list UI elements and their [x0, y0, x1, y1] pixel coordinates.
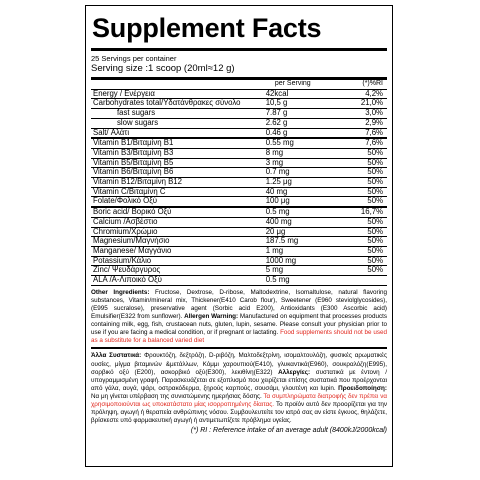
supplement-facts-panel [85, 5, 393, 467]
nutrient-ri: 50% [328, 256, 387, 266]
nutrient-name: Carbohydrates total/Υδατάνθρακες σύνολο [91, 99, 260, 109]
header-name-cell [91, 80, 260, 89]
nutrient-name: Manganese/ Μαγγάνιο [91, 246, 260, 256]
nutrient-value: 3 mg [260, 158, 328, 168]
table-row [91, 207, 387, 217]
nutrient-name: Vitamin B12/Βιταμίνη B12 [91, 178, 260, 188]
greek-ingredients-text: Φρουκτόζη, δεξτρόζη, D-ριβόζη, Μαλτοδεξτρίνη, ισομαλτουλόζη, φυσικές αρωματικές ουσίες, μίγμα βιταμινών &μετάλλων, Κόμμι χαρουπιού(E410), γλυκαντικά(E960), σουκραλόζη(E995), σορβικό οξύ (E200), ασκορβικό οξύ(E300), λεκιθίνη(E322) [91, 352, 387, 376]
nutrient-ri: 50% [328, 217, 387, 227]
table-row [91, 217, 387, 227]
nutrient-name: Calcium /Ασβέστιο [91, 217, 260, 227]
greek-diet-warning-text: Τα συμπληρώματα διατροφής δεν πρέπει να χρησιμοποιούνται ως υποκατάστατο μίας ισορροπημένης δίαιτας. [91, 392, 388, 408]
nutrient-ri: 16,7% [328, 207, 387, 217]
table-row [91, 237, 387, 247]
greek-caution-text: Να μη γίνεται υπέρβαση της συνιστώμενης ημερήσιας δόσης. [91, 392, 264, 400]
greek-ingredients-label: Άλλα Συστατικά: [91, 352, 142, 360]
greek-allergen-label: Αλλεργίες: [278, 368, 311, 376]
nutrient-ri: 50% [328, 266, 387, 276]
other-ingredients-text: Fructose, Dextrose, D-ribose, Maltodextrine, Isomaltulose, natural flavoring substances, Vitamin/mineral mix, Thickener(E410 Carob flour), Sweetener (E960 steviolglycosides), (E995 sucralose), preservative agent (Sorbic acid E200), Antioxidants (E300 Ascorbic acid) Emulsifier(E322 from sunflower). [91, 288, 387, 321]
greek-allergen-text: συστατικά με έντονη / υπογραμμισμένη γραφή. Παρασκευάζεται σε εξοπλισμό που χειρίζεται επίσης συστατικά που προέρχονται από γάλα, αυγά, ψάρι, οστρακόδερμα, ξηρούς καρπούς, σουσάμι, γλουτένη και lupin. [91, 368, 388, 392]
nutrient-name: Vitamin B5/Βιταμίνη B5 [91, 158, 260, 168]
nutrient-ri: 50% [328, 246, 387, 256]
other-ingredients-label: Other Ingredients: [91, 288, 150, 296]
nutrient-value: 20 μg [260, 227, 328, 237]
nutrient-value: 0.5 mg [260, 276, 328, 286]
nutrient-name: Folate/Φολικό Οξύ [91, 197, 260, 207]
diet-warning-text: Food supplements should not be used as a substitute for a balanced varied diet [91, 329, 387, 345]
nutrient-value: 0.7 mg [260, 168, 328, 178]
nutrient-name: Boric acid/ Βορικό Οξύ [91, 207, 260, 217]
nutrient-name: ALA /Α-Λιποικό Οξύ [91, 276, 260, 286]
nutrient-name: slow sugars [91, 118, 260, 128]
nutrient-ri: 7,6% [328, 128, 387, 138]
nutrient-value: 7.87 g [260, 109, 328, 119]
nutrient-value: 0.46 g [260, 128, 328, 138]
nutrient-name: Vitamin C/Βιταμίνη C [91, 187, 260, 197]
nutrient-value: 1 mg [260, 246, 328, 256]
ri-footnote: (*) RI : Reference intake of an average adult (8400kJ/2000kcal) [190, 427, 387, 435]
nutrient-ri: 7,6% [328, 138, 387, 148]
table-row [91, 246, 387, 256]
nutrient-value: 10,5 g [260, 99, 328, 109]
title-divider [91, 48, 387, 51]
nutrient-name: Energy / Ενέργεια [91, 89, 260, 99]
nutrient-ri: 4,2% [328, 89, 387, 99]
nutrient-ri: 50% [328, 197, 387, 207]
nutrient-ri: 50% [328, 237, 387, 247]
nutrient-name: Vitamin B1/Βιταμίνη B1 [91, 138, 260, 148]
table-row [91, 138, 387, 148]
nutrient-value: 2.62 g [260, 118, 328, 128]
greek-caution-label: Προειδοποίηση: [338, 384, 387, 392]
nutrient-value: 8 mg [260, 148, 328, 158]
table-row [91, 148, 387, 158]
nutrient-name: Zinc/ Ψευδάργυρος [91, 266, 260, 276]
nutrient-ri: 50% [328, 158, 387, 168]
nutrient-name: Chromium/Χρώμιο [91, 227, 260, 237]
nutrient-ri: 50% [328, 187, 387, 197]
nutrient-name: Magnesium/Μαγνήσιο [91, 237, 260, 247]
language-divider [91, 347, 387, 349]
panel-title: Supplement Facts [92, 13, 322, 43]
nutrient-ri: 50% [328, 168, 387, 178]
nutrient-name: Vitamin B6/Βιταμίνη B6 [91, 168, 260, 178]
header-per-serving: per Serving [260, 80, 328, 89]
nutrient-ri: 2,9% [328, 118, 387, 128]
nutrient-value: 187.5 mg [260, 237, 328, 247]
table-row [91, 178, 387, 188]
nutrient-value: 1000 mg [260, 256, 328, 266]
nutrient-name: fast sugars [91, 109, 260, 119]
nutrient-name: Salt/ Αλάτι [91, 128, 260, 138]
nutrient-ri [328, 276, 387, 286]
nutrient-name: Potassium/Κάλιο [91, 256, 260, 266]
table-row [91, 118, 387, 128]
table-row [91, 109, 387, 119]
greek-tail-text: Το προϊόν αυτό δεν προορίζεται για την πρόληψη, αγωγή ή θεραπεία ανθρώπινης νόσου. Συμβουλευτείτε τον ιατρό σας αν είστε έγκυος, θηλάζετε, βρίσκεστε υπό φαρμακευτική αγωγή ή αντιμετωπίζετε πρόβλημα υγείας. [91, 400, 388, 425]
table-row [91, 128, 387, 138]
nutrient-value: 400 mg [260, 217, 328, 227]
nutrient-value: 5 mg [260, 266, 328, 276]
nutrient-value: 1.25 μg [260, 178, 328, 188]
nutrient-value: 100 μg [260, 197, 328, 207]
ingredients-greek [91, 352, 387, 425]
allergen-warning-label: Allergen Warning: [184, 313, 239, 321]
serving-size: Serving size :1 scoop (20ml≈12 g) [91, 63, 235, 74]
nutrient-value: 40 mg [260, 187, 328, 197]
nutrient-ri: 3,0% [328, 109, 387, 119]
servings-per-container: 25 Servings per container [91, 54, 177, 63]
nutrient-ri: 50% [328, 227, 387, 237]
header-ri: (*)%RI [328, 80, 387, 89]
table-header-row [91, 80, 387, 89]
nutrient-value: 42kcal [260, 89, 328, 99]
nutrient-ri: 21,0% [328, 99, 387, 109]
nutrient-value: 0.5 mg [260, 207, 328, 217]
nutrient-value: 0.55 mg [260, 138, 328, 148]
nutrient-name: Vitamin B3/Βιταμίνη B3 [91, 148, 260, 158]
allergen-warning-text: Manufactured on equipment that processes products containing milk, egg, fish, crustacean nuts, gluten, lupin, sesame. Please consult your physician prior to use if you are facing a medical condition, or if pregnant or lactating. [91, 313, 387, 337]
nutrient-ri: 50% [328, 148, 387, 158]
ingredients-english [91, 289, 387, 346]
nutrition-table [91, 80, 387, 286]
table-row [91, 276, 387, 286]
nutrient-ri: 50% [328, 178, 387, 188]
table-row [91, 197, 387, 207]
